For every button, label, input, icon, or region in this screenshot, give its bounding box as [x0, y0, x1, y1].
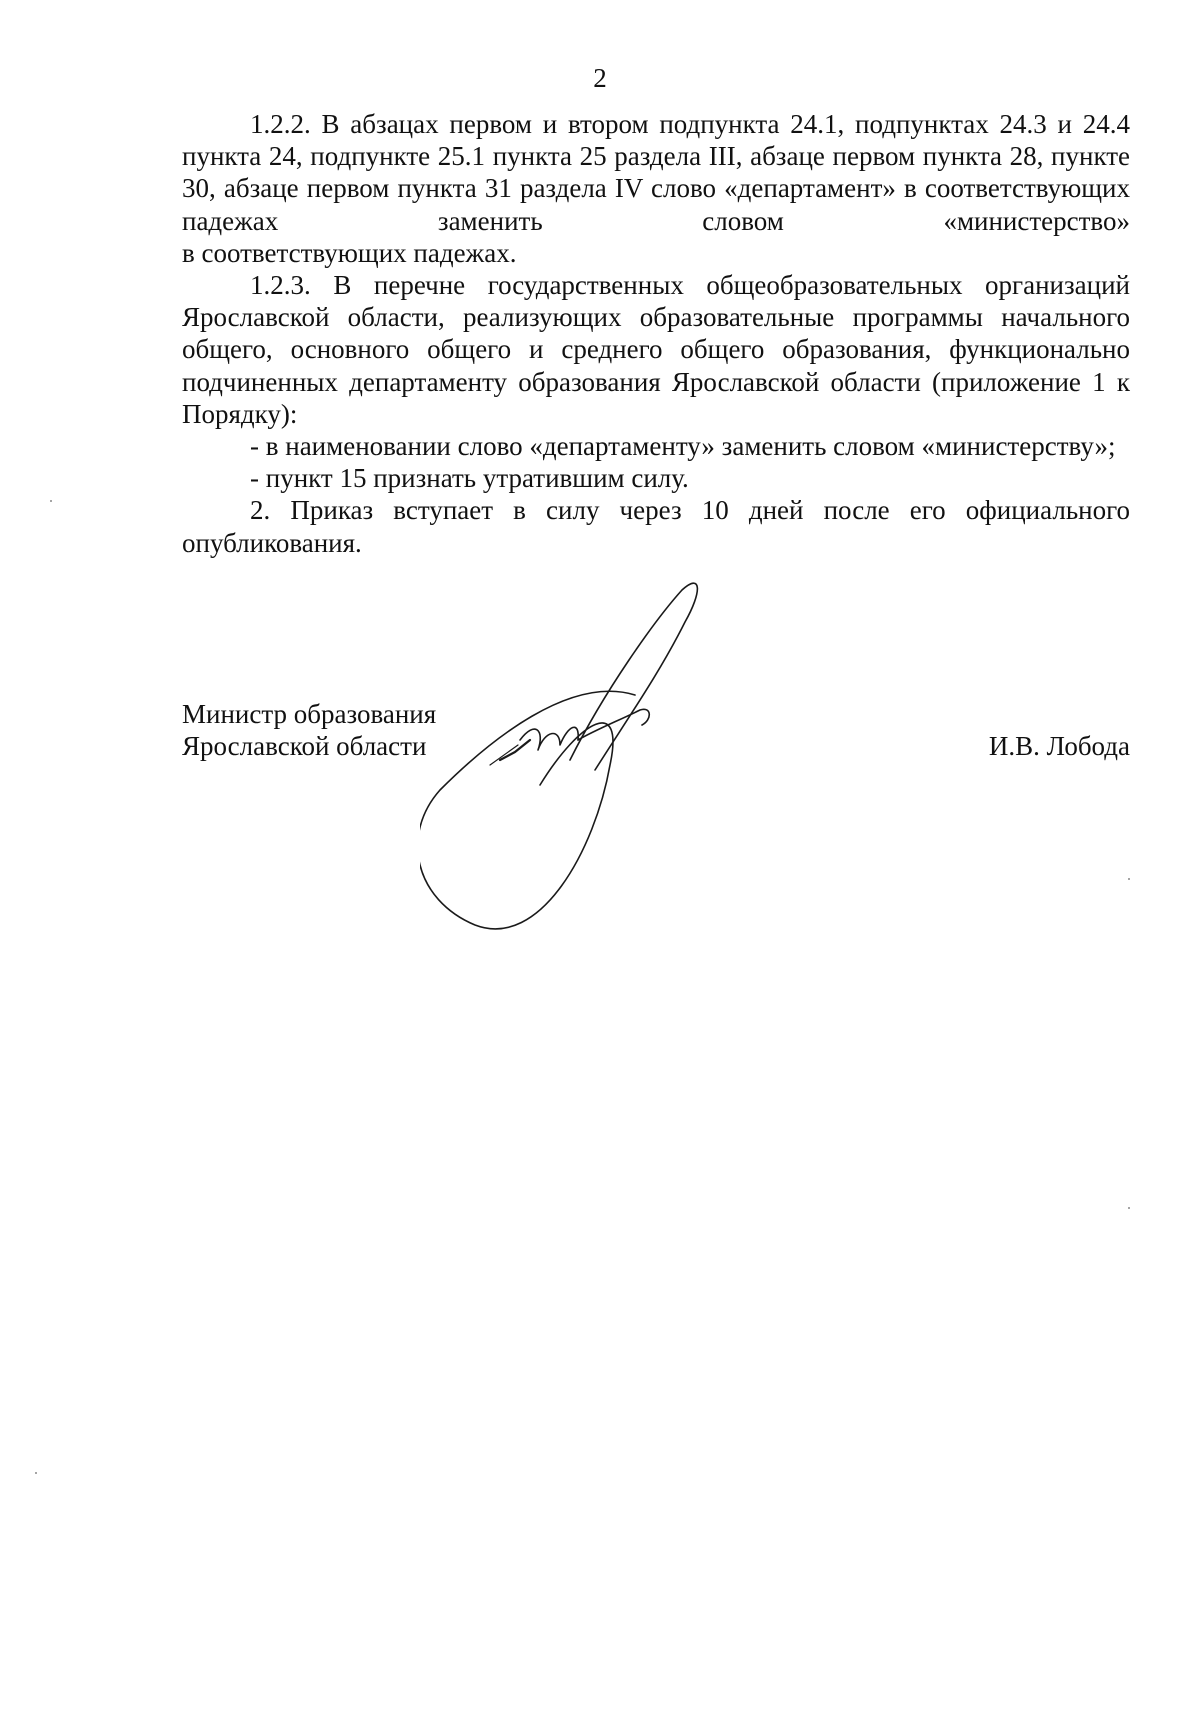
handwritten-signature: [420, 580, 750, 940]
signer-title: [182, 698, 436, 762]
paragraph-1-2-2: 1.2.2. В абзацах первом и втором подпункта 24.1, подпунктах 24.3 и 24.4 пункта 24, подпункте 25.1 пункта 25 раздела III, абзаце первом пункта 28, пункте 30, абзаце первом пункта 31 раздела IV слово «департамент» в соответствующих падежах заменить словом «министерство»: [182, 109, 1130, 236]
paragraph-1-2-2-continuation: в соответствующих падежах.: [182, 237, 517, 268]
scan-speck: [50, 500, 52, 502]
scan-speck: [1128, 1207, 1130, 1209]
document-body: [182, 108, 1130, 559]
signer-name: И.В. Лобода: [988, 731, 1130, 761]
scan-speck: [1128, 878, 1130, 880]
paragraph-dash-item-15: - пункт 15 признать утратившим силу.: [250, 463, 689, 494]
paragraph-2-effective-date: 2. Приказ вступает в силу через 10 дней после его официального опубликования.: [182, 495, 1130, 558]
paragraph-1-2-3: 1.2.3. В перечне государственных общеобразовательных организаций Ярославской области, реализующих образовательные программы начального общего, основного общего и среднего общего образования, функционально подчиненных департаменту образования Ярославской области (приложение 1 к Порядку):: [182, 270, 1130, 429]
signer-title-line-1: Министр образования: [182, 699, 437, 729]
paragraph-dash-naming: - в наименовании слово «департаменту» заменить словом «министерству»;: [250, 431, 1116, 462]
page-number: 2: [593, 63, 607, 93]
signer-title-line-2: Ярославской области: [182, 731, 427, 761]
scan-speck: [35, 1472, 37, 1474]
